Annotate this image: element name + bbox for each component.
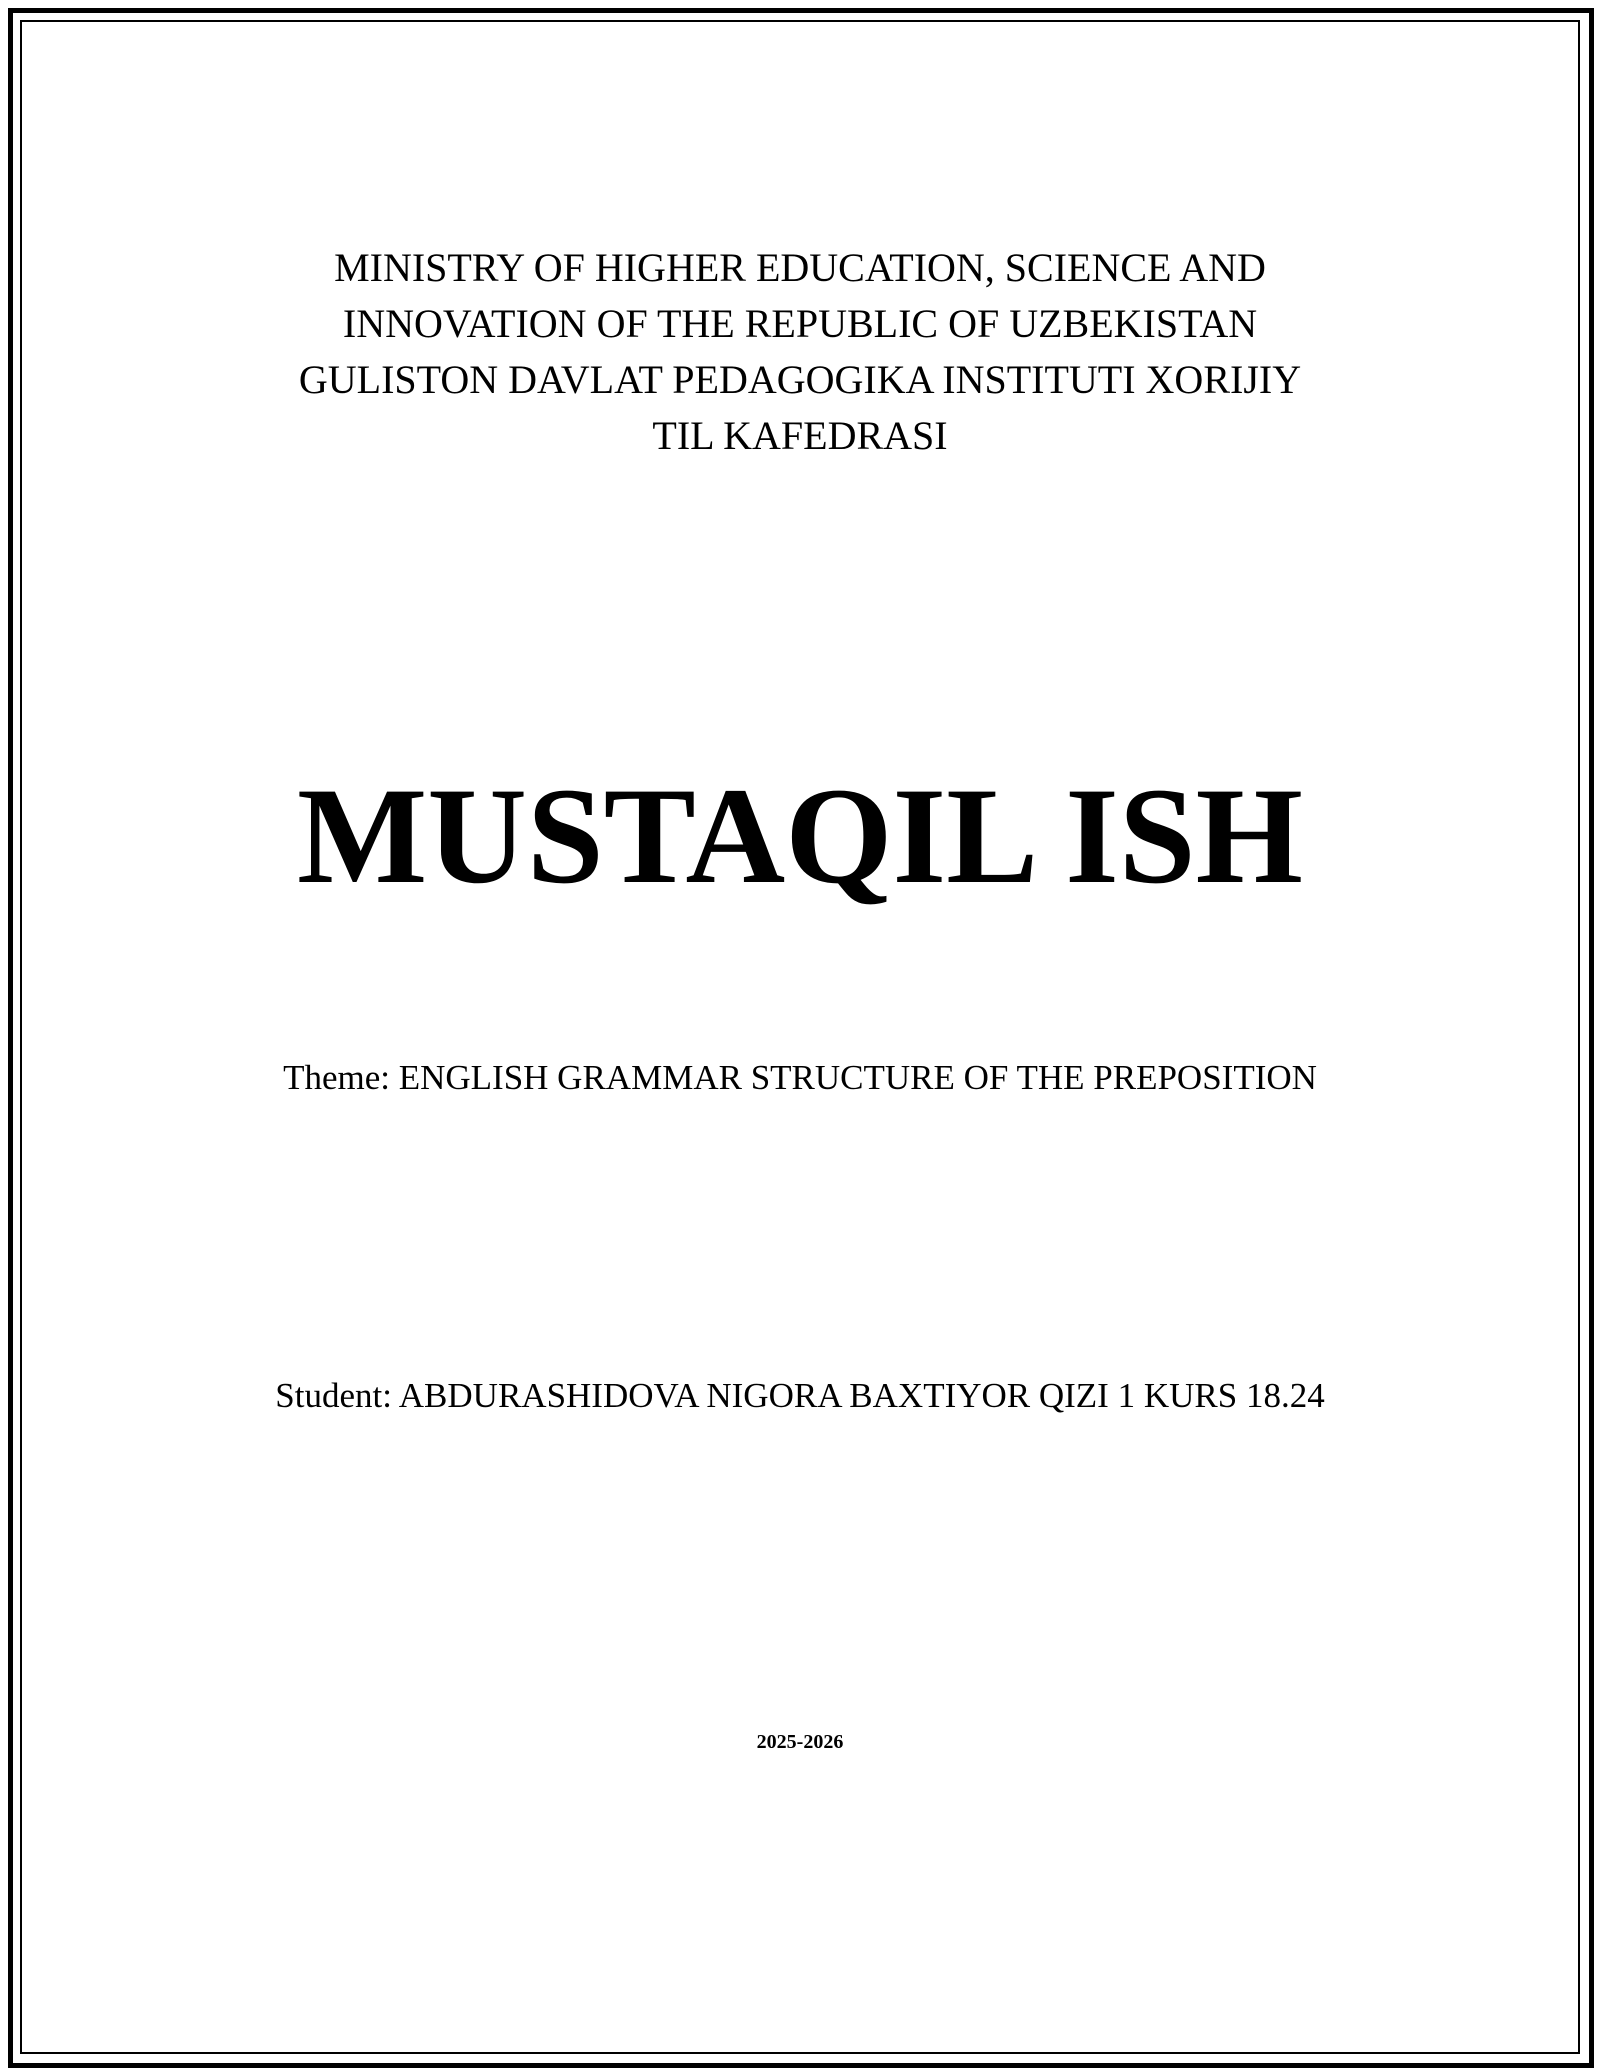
theme-line: Theme: ENGLISH GRAMMAR STRUCTURE OF THE PREPOSITION [283,1058,1317,1097]
header-line-institute: GULISTON DAVLAT PEDAGOGIKA INSTITUTI XORIJIY [298,357,1302,402]
student-line: Student: ABDURASHIDOVA NIGORA BAXTIYOR QIZI 1 KURS 18.24 [275,1376,1325,1415]
institution-header [0,240,1600,464]
header-line-department: TIL KAFEDRASI [652,413,948,458]
academic-year: 2025-2026 [756,1731,844,1753]
header-line-ministry: MINISTRY OF HIGHER EDUCATION, SCIENCE AND [334,245,1266,290]
header-line-republic: INNOVATION OF THE REPUBLIC OF UZBEKISTAN [342,301,1258,346]
document-title: MUSTAQIL ISH [297,759,1303,912]
